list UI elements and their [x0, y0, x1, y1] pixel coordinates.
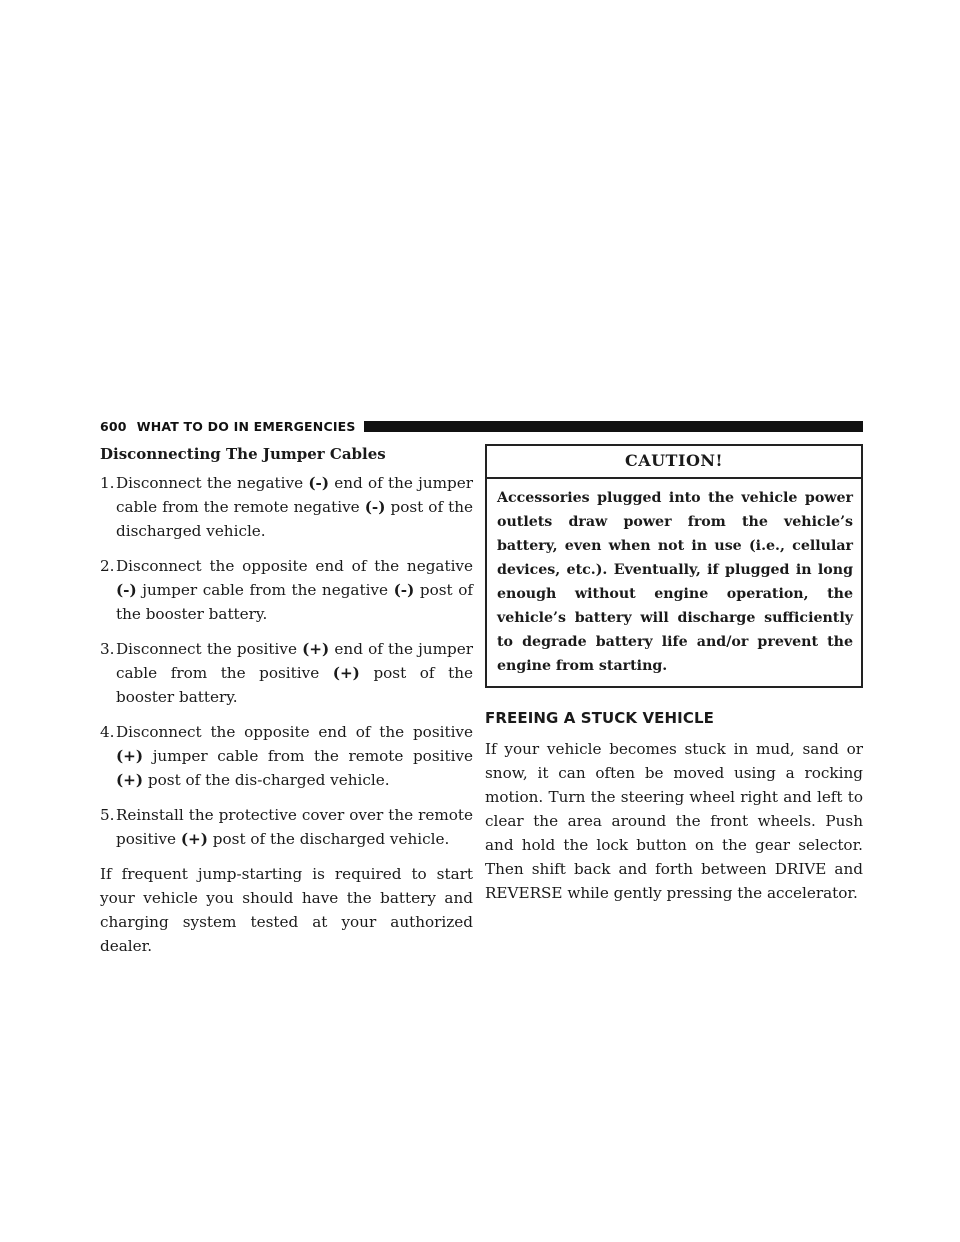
left-column: [100, 442, 473, 958]
section-title: WHAT TO DO IN EMERGENCIES: [136, 418, 356, 434]
list-item: 3. Disconnect the positive (+) end of the jumper cable from the positive (+) post of the booster battery.: [100, 637, 473, 709]
list-item: 4. Disconnect the opposite end of the positive (+) jumper cable from the remote positive (+) post of the dis-charged vehicle.: [100, 720, 473, 792]
polarity-symbol: (-): [364, 498, 386, 516]
right-column: [485, 442, 863, 905]
polarity-symbol: (-): [308, 474, 330, 492]
caution-text: Accessories plugged into the vehicle power outlets draw power from the vehicle’s battery, even when not in use (i.e., cellular devices, etc.). Eventually, if plugged in long enough without engine operation, the vehicle’s battery will discharge sufficiently to degrade battery life and/or prevent the engine from starting.: [497, 490, 853, 674]
step-number: 4.: [100, 723, 115, 741]
page-number: 600: [100, 418, 127, 434]
polarity-symbol: (+): [332, 664, 360, 682]
polarity-symbol: (+): [302, 640, 330, 658]
section-heading: FREEING A STUCK VEHICLE: [485, 709, 714, 727]
list-item: 5. Reinstall the protective cover over the remote positive (+) post of the discharged vehicle.: [100, 803, 473, 851]
header-rule: [364, 421, 863, 432]
closing-paragraph: If frequent jump-starting is required to start your vehicle you should have the battery and charging system tested at your authorized dealer.: [100, 865, 473, 955]
caution-box: [485, 444, 863, 688]
step-number: 2.: [100, 557, 115, 575]
polarity-symbol: (-): [116, 581, 137, 599]
section-paragraph: If your vehicle becomes stuck in mud, sand or snow, it can often be moved using a rocking motion. Turn the steering wheel right and left to clear the area around the front wheels. Push and hold the lock button on the gear selector. Then shift back and forth between DRIVE and REVERSE while gently pressing the accelerator.: [485, 740, 863, 902]
list-item: 1. Disconnect the negative (-) end of the jumper cable from the remote negative (-) post of the discharged vehicle.: [100, 471, 473, 543]
caution-title: CAUTION!: [487, 446, 861, 479]
page-header: [100, 418, 863, 434]
list-item: 2. Disconnect the opposite end of the negative (-) jumper cable from the negative (-) post of the booster battery.: [100, 554, 473, 626]
step-number: 5.: [100, 806, 115, 824]
step-number: 3.: [100, 640, 115, 658]
polarity-symbol: (+): [116, 747, 144, 765]
polarity-symbol: (+): [116, 771, 144, 789]
step-number: 1.: [100, 474, 115, 492]
subheading: Disconnecting The Jumper Cables: [100, 445, 386, 463]
polarity-symbol: (+): [180, 830, 208, 848]
polarity-symbol: (-): [393, 581, 415, 599]
steps-list: [100, 471, 473, 851]
